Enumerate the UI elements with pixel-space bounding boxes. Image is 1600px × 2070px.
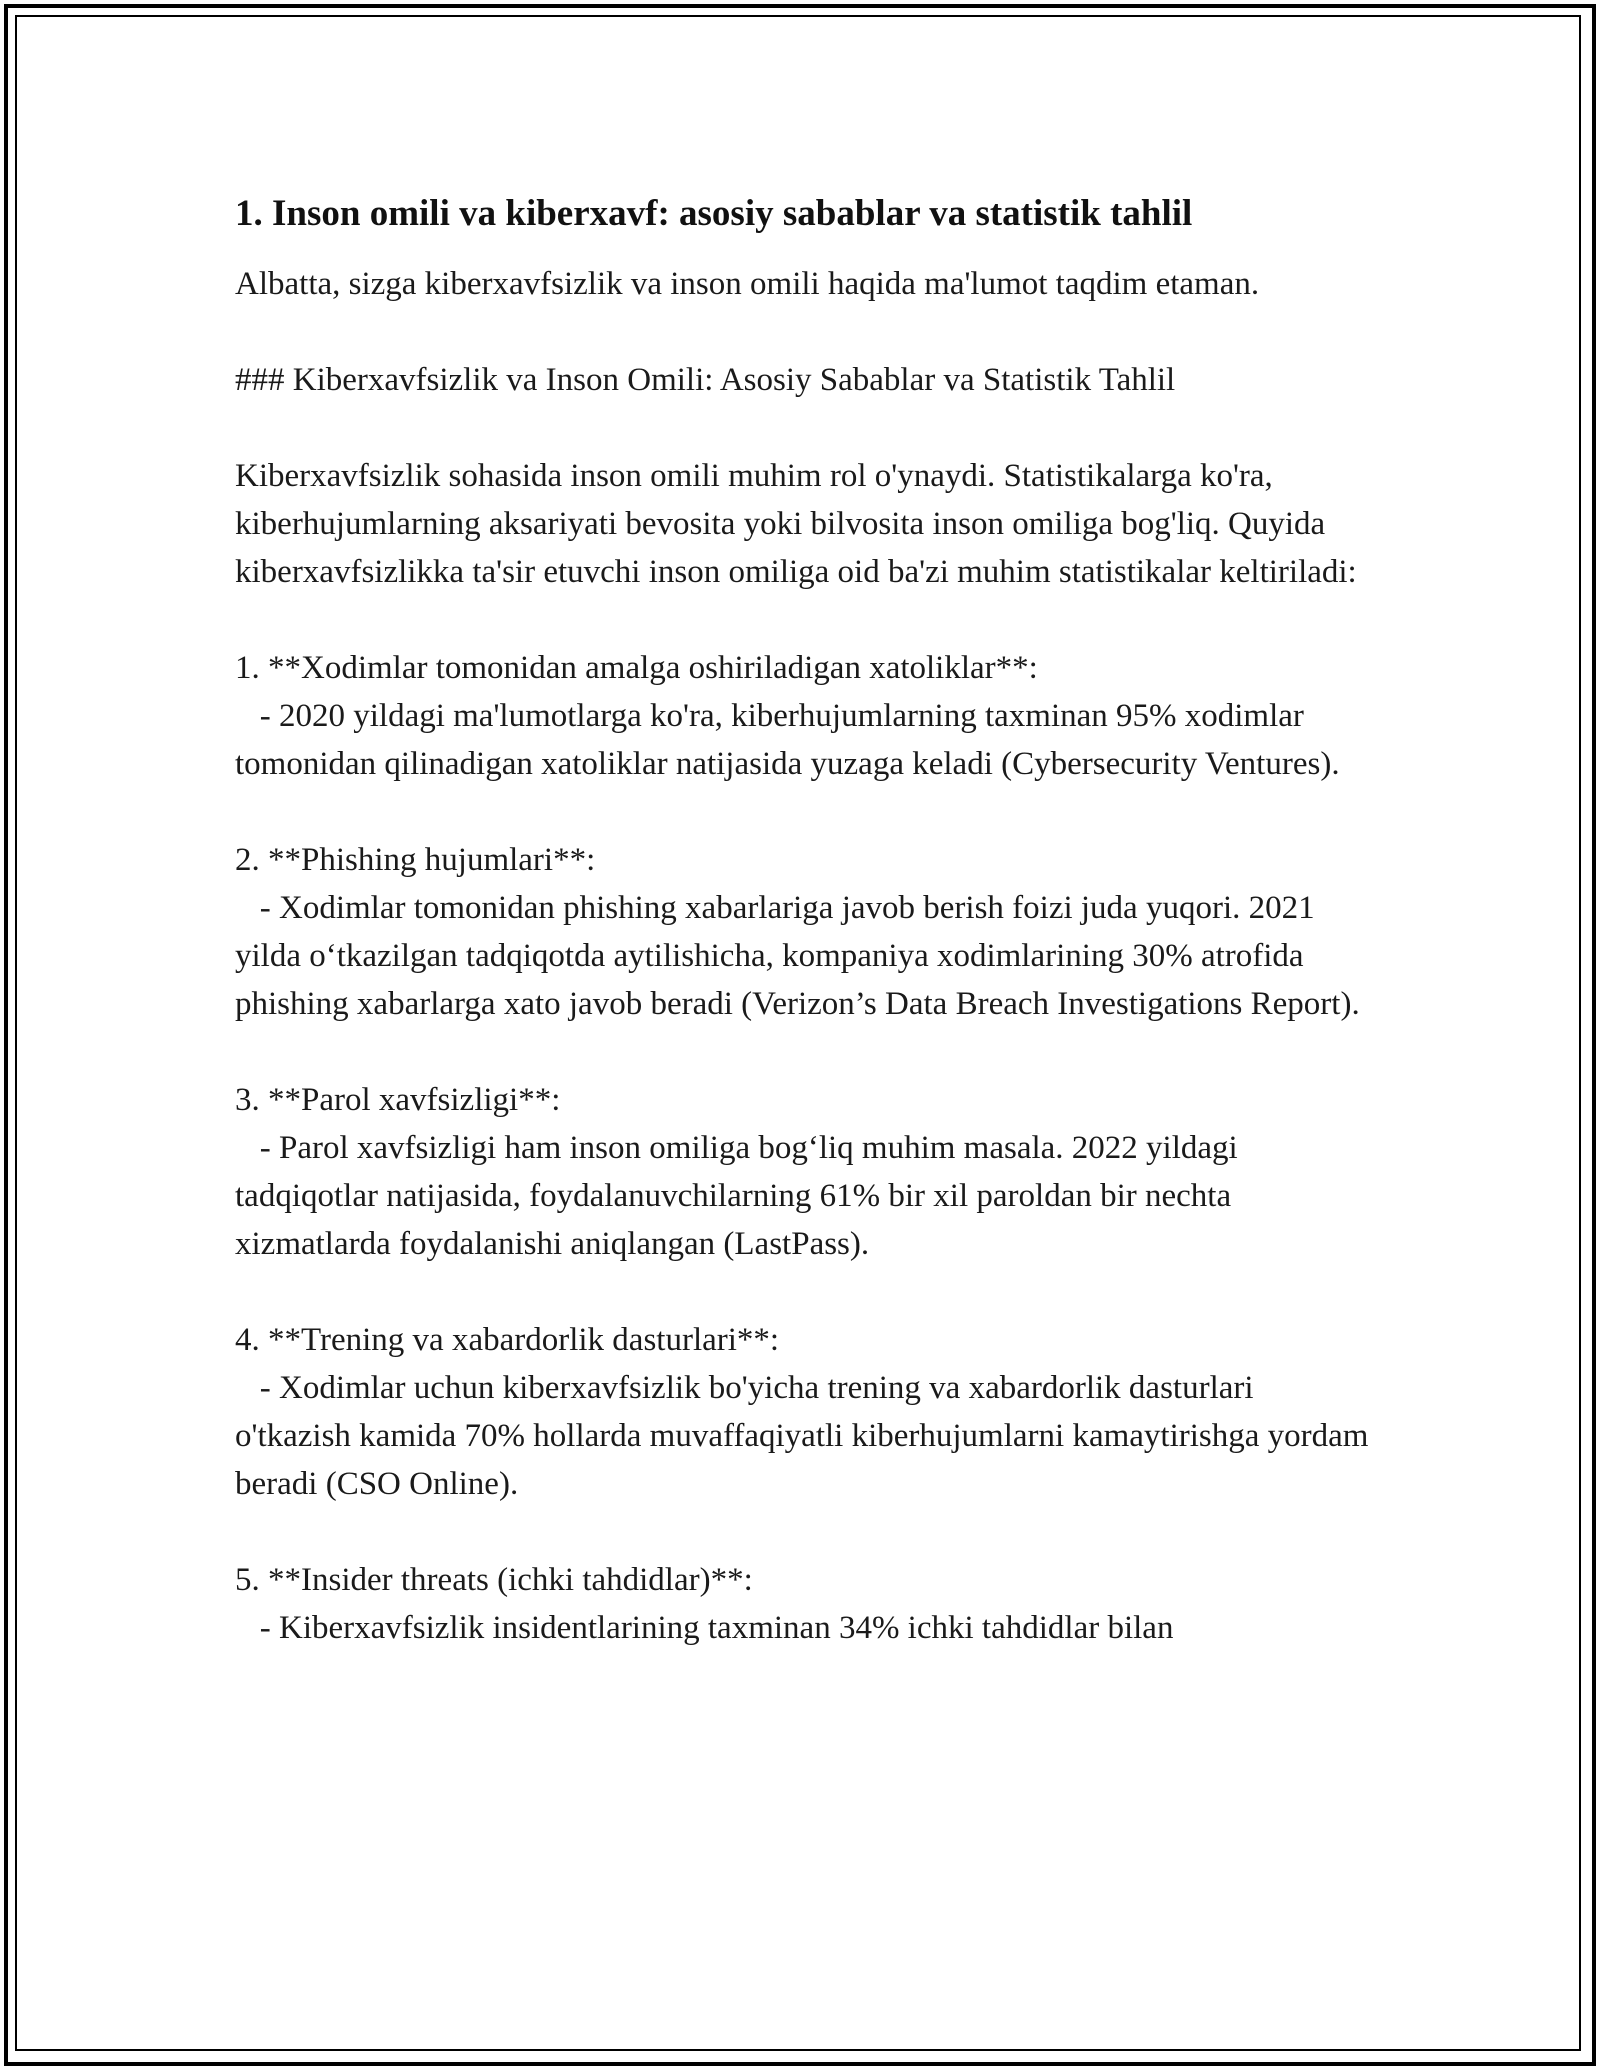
list-item-text: - Parol xavfsizligi ham inson omiliga bog‘liq muhim masala. 2022 yildagi tadqiqotlar natijasida, foydalanuvchilarning 61% bir xil paroldan bir nechta xizmatlarda foydalanishi aniqlangan (LastPass).	[235, 1130, 1246, 1262]
list-item-title: 3. **Parol xavfsizligi**:	[235, 1082, 561, 1118]
list-item-text: - 2020 yildagi ma'lumotlarga ko'ra, kiberhujumlarning taxminan 95% xodimlar tomonidan qilinadigan xatoliklar natijasida yuzaga keladi (Cybersecurity Ventures).	[235, 698, 1340, 782]
list-item-title: 2. **Phishing hujumlari**:	[235, 842, 596, 878]
list-item	[235, 1556, 1375, 1652]
list-item-text: - Xodimlar uchun kiberxavfsizlik bo'yicha trening va xabardorlik dasturlari o'tkazish kamida 70% hollarda muvaffaqiyatli kiberhujumlarni kamaytirishga yordam beradi (CSO Online).	[235, 1370, 1377, 1502]
document-title: 1. Inson omili va kiberxavf: asosiy sabablar va statistik tahlil	[235, 193, 1193, 234]
body-paragraph: Kiberxavfsizlik sohasida inson omili muhim rol o'ynaydi. Statistikalarga ko'ra, kiberhujumlarning aksariyati bevosita yoki bilvosita inson omiliga bog'liq. Quyida kiberxavfsizlikka ta'sir etuvchi inson omiliga oid ba'zi muhim statistikalar keltiriladi:	[235, 458, 1357, 590]
list-item	[235, 1076, 1375, 1268]
list-item-title: 5. **Insider threats (ichki tahdidlar)**:	[235, 1562, 753, 1598]
list-item	[235, 1316, 1375, 1508]
subheading-paragraph: ### Kiberxavfsizlik va Inson Omili: Asosiy Sabablar va Statistik Tahlil	[235, 362, 1176, 398]
list-item-text: - Kiberxavfsizlik insidentlarining taxminan 34% ichki tahdidlar bilan	[235, 1610, 1174, 1646]
list-item-title: 1. **Xodimlar tomonidan amalga oshiriladigan xatoliklar**:	[235, 650, 1038, 686]
document-body	[235, 190, 1375, 1652]
list-item-text: - Xodimlar tomonidan phishing xabarlariga javob berish foizi juda yuqori. 2021 yilda o‘tkazilgan tadqiqotda aytilishicha, kompaniya xodimlarining 30% atrofida phishing xabarlarga xato javob beradi (Verizon’s Data Breach Investigations Report).	[235, 890, 1360, 1022]
list-item-title: 4. **Trening va xabardorlik dasturlari**:	[235, 1322, 780, 1358]
intro-paragraph: Albatta, sizga kiberxavfsizlik va inson omili haqida ma'lumot taqdim etaman.	[235, 266, 1260, 302]
list-item	[235, 644, 1375, 788]
list-item	[235, 836, 1375, 1028]
